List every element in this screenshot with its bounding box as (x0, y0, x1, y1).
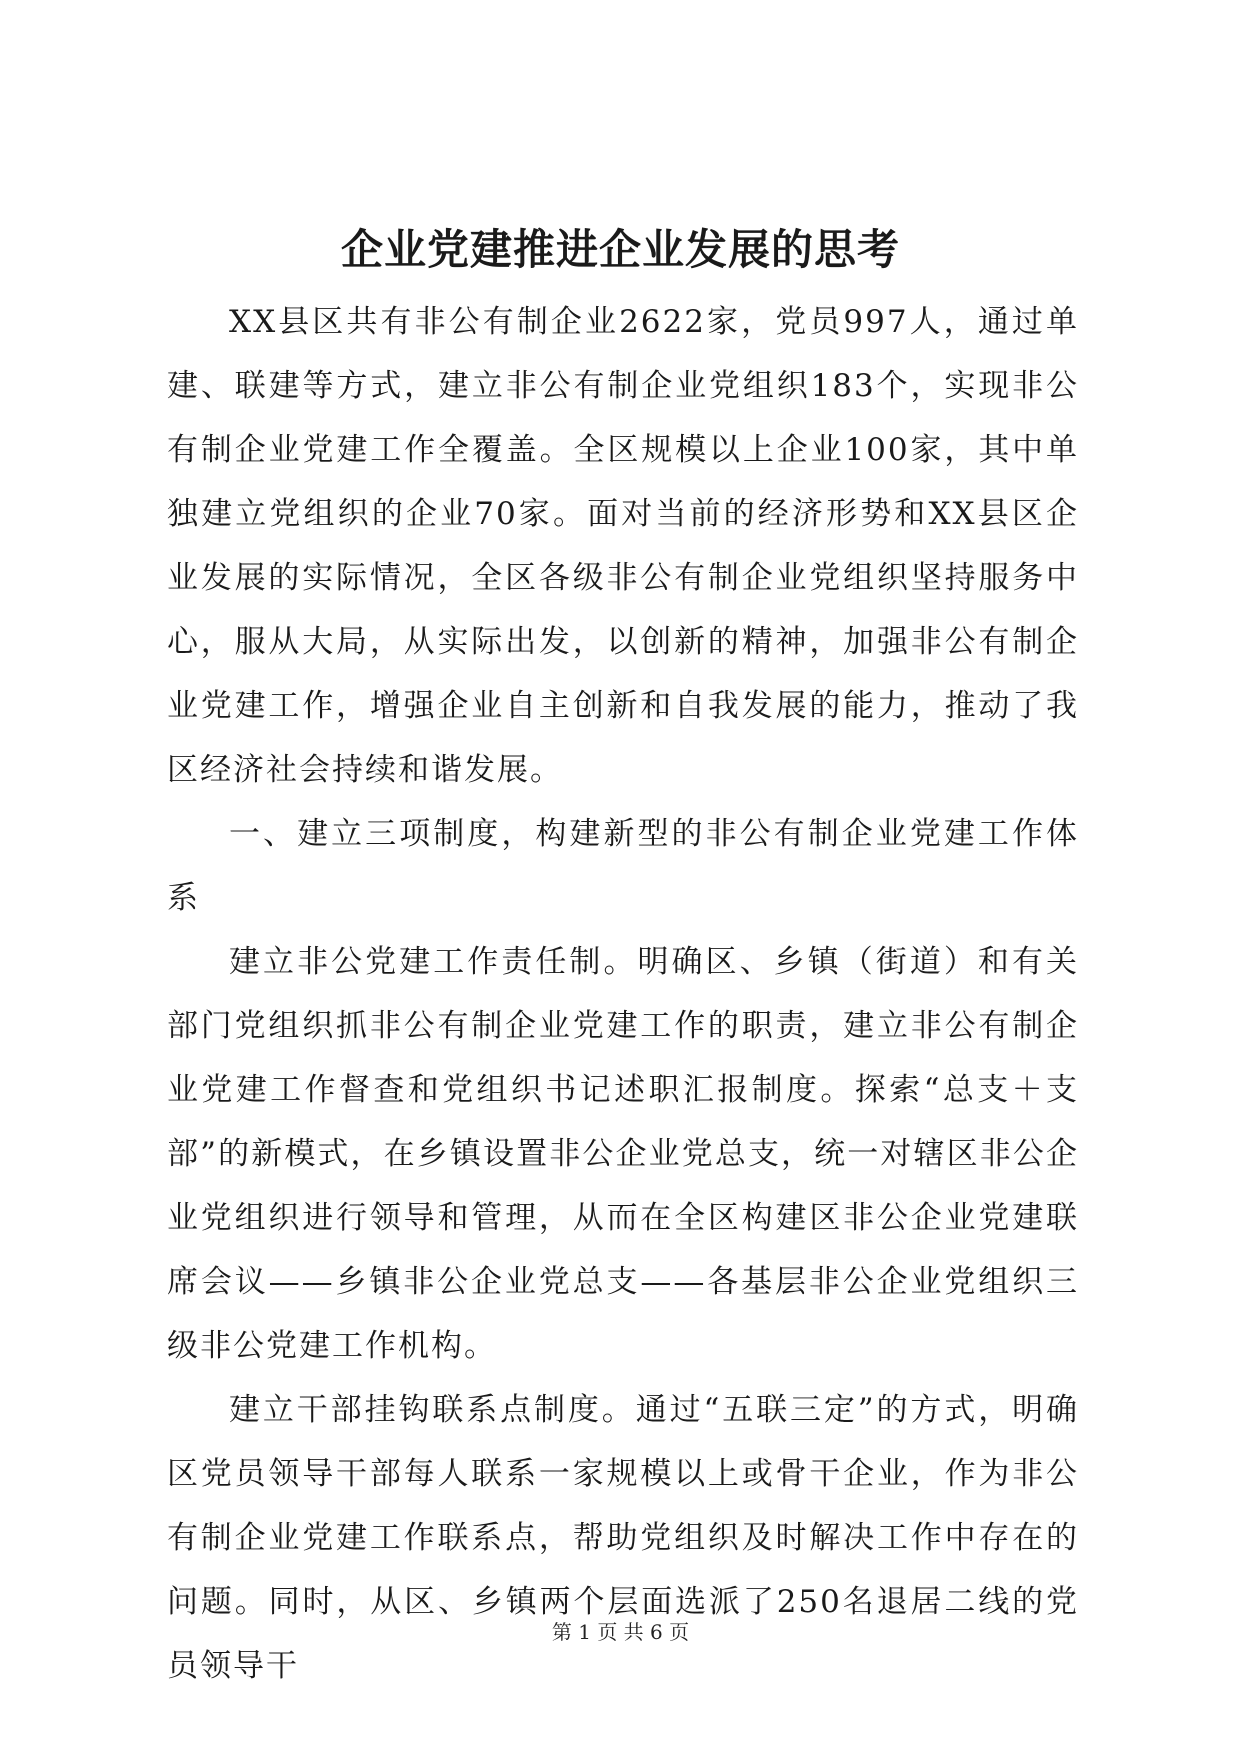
document-body (167, 290, 1079, 1698)
paragraph-responsibility-system: 建立非公党建工作责任制。明确区、乡镇（街道）和有关部门党组织抓非公有制企业党建工作的职责，建立非公有制企业党建工作督查和党组织书记述职汇报制度。探索“总支＋支部”的新模式，在乡镇设置非公企业党总支，统一对辖区非公企业党组织进行领导和管理，从而在全区构建区非公企业党建联席会议——乡镇非公企业党总支——各基层非公企业党组织三级非公党建工作机构。 (167, 944, 1079, 1364)
section-heading-1: 一、建立三项制度，构建新型的非公有制企业党建工作体系 (167, 816, 1079, 916)
paragraph-intro: XX县区共有非公有制企业2622家，党员997人，通过单建、联建等方式，建立非公有制企业党组织183个，实现非公有制企业党建工作全覆盖。全区规模以上企业100家，其中单独建立党组织的企业70家。面对当前的经济形势和XX县区企业发展的实际情况，全区各级非公有制企业党组织坚持服务中心，服从大局，从实际出发，以创新的精神，加强非公有制企业党建工作，增强企业自主创新和自我发展的能力，推动了我区经济社会持续和谐发展。 (167, 304, 1079, 788)
document-title: 企业党建推进企业发展的思考 (340, 225, 900, 274)
page-footer: 第 1 页 共 6 页 (551, 1620, 690, 1644)
paragraph-contact-point-system: 建立干部挂钩联系点制度。通过“五联三定”的方式，明确区党员领导干部每人联系一家规模以上或骨干企业，作为非公有制企业党建工作联系点，帮助党组织及时解决工作中存在的问题。同时，从区、乡镇两个层面选派了250名退居二线的党员领导干 (167, 1392, 1079, 1684)
